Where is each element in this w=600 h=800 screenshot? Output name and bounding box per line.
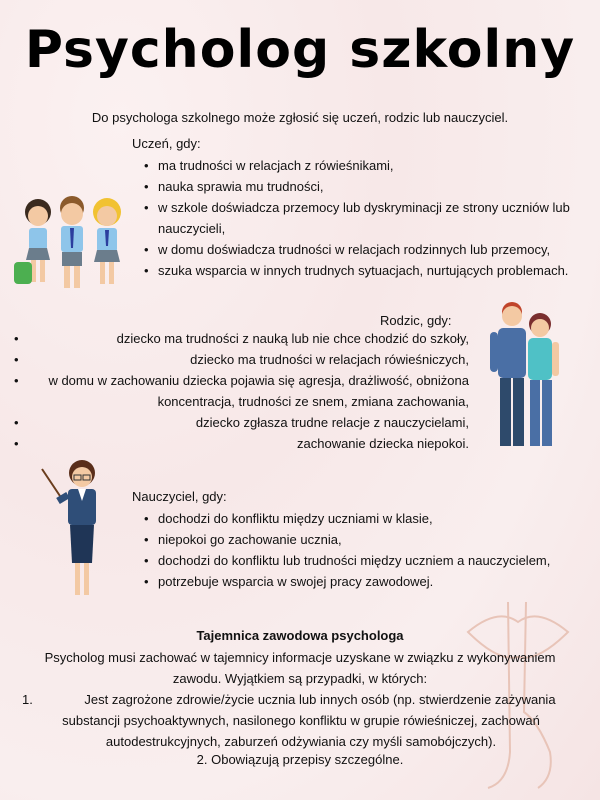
exception-text: Jest zagrożone zdrowie/życie ucznia lub innych osób (np. stwierdzenie zażywania substancji psychoaktywnych, nasilonego konfliktu w grupie rówieśniczej, zachowań autodestrukcyjnych, zaburzeń odżywiania czy myśli samobójczych). xyxy=(62,692,556,749)
exception-number: 1. xyxy=(22,692,33,707)
list-item: • w domu doświadcza trudności w relacjach rodzinnych lub przemocy, xyxy=(144,239,574,260)
list-item: • nauka sprawia mu trudności, xyxy=(144,176,574,197)
teacher-label: Nauczyciel, gdy: xyxy=(132,489,227,504)
list-item: • w szkole doświadcza przemocy lub dyskryminacji ze strony uczniów lub nauczycieli, xyxy=(144,197,574,239)
secret-heading: Tajemnica zawodowa psychologa xyxy=(196,628,404,643)
parent-list xyxy=(14,328,469,454)
students-illustration xyxy=(10,190,130,300)
list-item: • zachowanie dziecka niepokoi. xyxy=(14,433,469,454)
secret-exception-1 xyxy=(22,689,580,752)
parents-illustration xyxy=(478,298,578,453)
list-item: • dziecko ma trudności w relacjach rówieśniczych, xyxy=(14,349,469,370)
teacher-illustration xyxy=(40,455,120,605)
student-label: Uczeń, gdy: xyxy=(132,136,201,151)
list-item: • dziecko zgłasza trudne relacje z nauczycielami, xyxy=(14,412,469,433)
list-item: • potrzebuje wsparcia w swojej pracy zawodowej. xyxy=(144,571,584,592)
teacher-list xyxy=(144,508,584,592)
list-item-text: dziecko zgłasza trudne relacje z nauczycielami, xyxy=(195,415,469,430)
list-item: • dochodzi do konfliktu lub trudności między uczniem a nauczycielem, xyxy=(144,550,584,571)
list-item: • ma trudności w relacjach z rówieśnikami, xyxy=(144,155,574,176)
parent-label: Rodzic, gdy: xyxy=(380,313,452,328)
intro-text: Do psychologa szkolnego może zgłosić się uczeń, rodzic lub nauczyciel. xyxy=(91,110,509,125)
list-item-text: dziecko ma trudności z nauką lub nie chce chodzić do szkoły, xyxy=(116,331,469,346)
list-item-text: zachowanie dziecka niepokoi. xyxy=(297,436,469,451)
secret-body: Psycholog musi zachować w tajemnicy informacje uzyskane w związku z wykonywaniem zawodu. Wyjątkiem są przypadki, w których: xyxy=(44,650,556,686)
list-item: • dochodzi do konfliktu między uczniami w klasie, xyxy=(144,508,584,529)
secret-exception-2: 2. Obowiązują przepisy szczególne. xyxy=(196,752,404,767)
list-item: • szuka wsparcia w innych trudnych sytuacjach, nurtujących problemach. xyxy=(144,260,574,281)
list-item: • niepokoi go zachowanie ucznia, xyxy=(144,529,584,550)
list-item: • dziecko ma trudności z nauką lub nie chce chodzić do szkoły, xyxy=(14,328,469,349)
page-title: Psycholog szkolny xyxy=(24,20,576,80)
student-list xyxy=(144,155,574,281)
list-item-text: w domu w zachowaniu dziecka pojawia się agresja, drażliwość, obniżona koncentracja, trudności ze snem, zmiana zachowania, xyxy=(48,373,469,409)
list-item: • w domu w zachowaniu dziecka pojawia się agresja, drażliwość, obniżona koncentracja, trudności ze snem, zmiana zachowania, xyxy=(14,370,469,412)
list-item-text: dziecko ma trudności w relacjach rówieśniczych, xyxy=(190,352,469,367)
